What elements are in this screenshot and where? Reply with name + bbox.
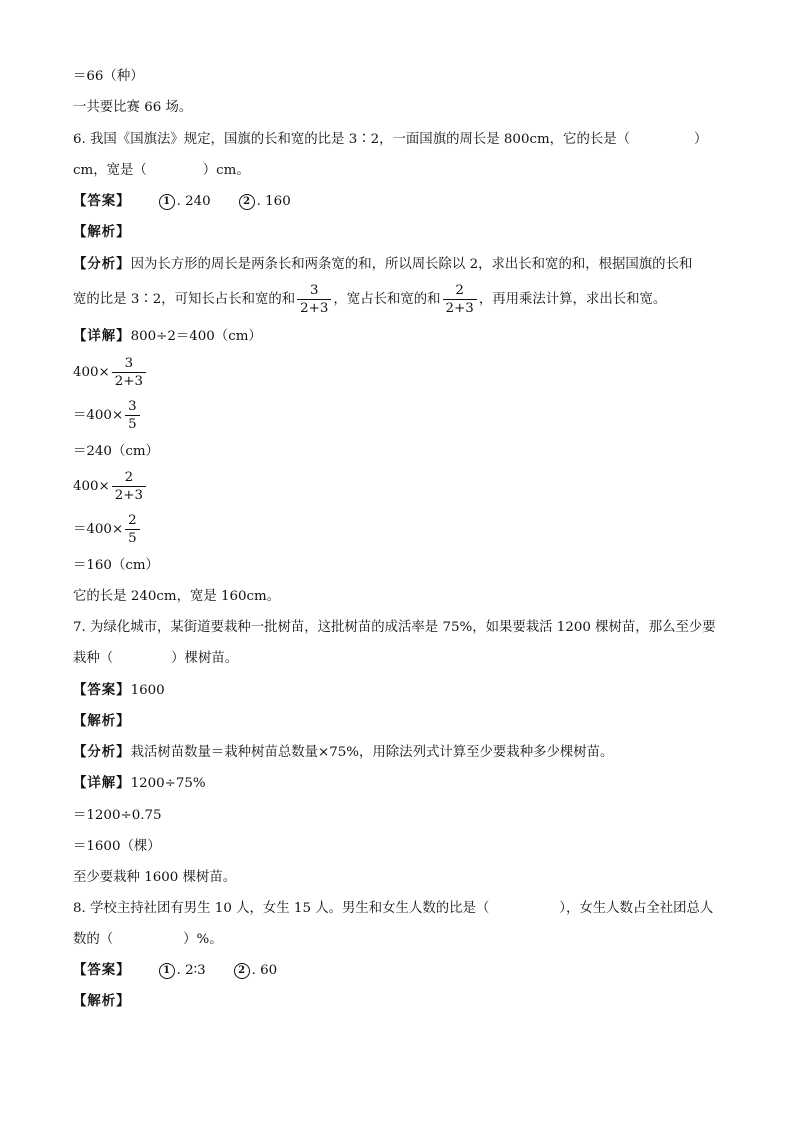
q7-stem-text2a: 栽种（ [73, 651, 114, 666]
q6-stem-line2 [73, 162, 250, 180]
q6-conclusion-text: 它的长是 240cm，宽是 160cm。 [73, 589, 281, 604]
step-prefix: ＝400× [73, 407, 124, 423]
q7-jiexi-line [73, 713, 131, 731]
step-fraction [112, 469, 146, 505]
fraction-2-over-2plus3 [443, 282, 477, 318]
q8-stem-text2a: 数的（ [73, 932, 114, 947]
conclusion-line [73, 99, 192, 117]
q6-fenxi-text2c: ，再用乘法计算，求出长和宽。 [478, 291, 667, 307]
calc-result-line [73, 68, 144, 86]
q6-conclusion [73, 588, 280, 606]
q8-stem-text1b: ），女生人数占全社团总人 [559, 901, 714, 916]
q7-step1 [73, 807, 162, 825]
fraction-denominator: 5 [125, 415, 140, 434]
fraction-numerator: 2 [455, 282, 464, 298]
step-text: ＝240（cm） [73, 444, 159, 459]
q8-answer-2: . 60 [251, 963, 278, 978]
q6-fenxi-line1 [73, 256, 692, 274]
fraction-denominator: 2+3 [112, 486, 146, 505]
q8-answer-tag: 【答案】 [73, 963, 131, 978]
q6-xiangjie-text: 800÷2＝400（cm） [130, 329, 262, 344]
fraction-denominator: 2+3 [443, 299, 477, 318]
q7-answer: 1600 [130, 683, 165, 698]
q7-step2 [73, 838, 161, 856]
q6-stem-line1 [73, 131, 707, 149]
q7-answer-tag: 【答案】 [73, 683, 131, 698]
q6-stem-text2a: cm，宽是（ [73, 163, 147, 178]
fraction-denominator: 2+3 [297, 299, 331, 318]
fraction-numerator: 3 [124, 355, 134, 371]
fraction-3-over-2plus3 [297, 282, 331, 318]
fraction-numerator: 3 [310, 282, 319, 298]
q7-stem-line2 [73, 650, 238, 668]
circled-one-icon: 1 [159, 963, 175, 979]
q6-answer-1: . 240 [176, 194, 211, 209]
step-fraction [125, 398, 140, 434]
q8-answer-line [73, 962, 277, 980]
q7-answer-line [73, 682, 165, 700]
fraction-denominator: 5 [125, 529, 140, 548]
step-text: ＝1200÷0.75 [73, 808, 162, 823]
q7-conclusion [73, 869, 236, 887]
q6-step3 [73, 443, 159, 461]
q8-stem-text1a: 8. 学校主持社团有男生 10 人，女生 15 人。男生和女生人数的比是（ [73, 901, 490, 916]
step-text: ＝160（cm） [73, 558, 159, 573]
calc-result-text: ＝66（种） [73, 69, 144, 84]
q6-step4 [73, 468, 148, 506]
q6-stem-text2b: ）cm。 [202, 163, 250, 178]
q8-stem-text2b: ）%。 [183, 932, 223, 947]
step-prefix: ＝400× [73, 521, 124, 537]
fraction-denominator: 2+3 [112, 372, 146, 391]
q7-jiexi-tag: 【解析】 [73, 714, 131, 729]
q6-xiangjie-line [73, 328, 262, 346]
fraction-numerator: 2 [124, 469, 134, 485]
step-text: ＝1600（棵） [73, 839, 161, 854]
q7-fenxi-text: 栽活树苗数量＝栽种树苗总数量×75%，用除法列式计算至少要栽种多少棵树苗。 [130, 745, 614, 760]
q7-xiangjie-line [73, 775, 206, 793]
q6-fenxi-line2 [73, 280, 666, 320]
fraction-numerator: 2 [128, 512, 137, 528]
q6-xiangjie-tag: 【详解】 [73, 329, 131, 344]
q7-fenxi-line [73, 744, 613, 762]
q6-step2 [73, 397, 142, 435]
step-fraction [125, 512, 140, 548]
q6-fenxi-text1: 因为长方形的周长是两条长和两条宽的和，所以周长除以 2，求出长和宽的和，根据国旗的长和 [130, 257, 693, 272]
q6-step1 [73, 354, 148, 392]
q6-step6 [73, 557, 159, 575]
q8-answer-1: . 2∶3 [176, 963, 206, 978]
q6-jiexi-line [73, 224, 131, 242]
q6-stem-text1-end: ） [694, 132, 708, 147]
q7-xiangjie-tag: 【详解】 [73, 776, 131, 791]
q6-step5 [73, 511, 142, 549]
q6-answer-tag: 【答案】 [73, 194, 131, 209]
q8-jiexi-tag: 【解析】 [73, 994, 131, 1009]
fraction-numerator: 3 [128, 398, 137, 414]
q7-stem-text2b: ）棵树苗。 [171, 651, 239, 666]
q8-jiexi-line [73, 993, 131, 1011]
conclusion-text: 一共要比赛 66 场。 [73, 100, 193, 115]
q6-fenxi-text2a: 宽的比是 3∶2，可知长占长和宽的和 [73, 291, 296, 307]
q6-jiexi-tag: 【解析】 [73, 225, 131, 240]
step-prefix: 400× [73, 478, 110, 494]
q7-conclusion-text: 至少要栽种 1600 棵树苗。 [73, 870, 237, 885]
q8-stem-line1 [73, 900, 713, 918]
circled-two-icon: 2 [239, 194, 255, 210]
q7-xiangjie-text: 1200÷75% [130, 776, 206, 791]
q7-stem-line1 [73, 619, 716, 637]
step-prefix: 400× [73, 364, 110, 380]
circled-one-icon: 1 [159, 194, 175, 210]
q6-fenxi-tag: 【分析】 [73, 257, 131, 272]
q6-stem-text1: 6. 我国《国旗法》规定，国旗的长和宽的比是 3∶2，一面国旗的周长是 800cm，它的长是（ [73, 132, 631, 147]
q8-stem-line2 [73, 931, 223, 949]
circled-two-icon: 2 [234, 963, 250, 979]
q6-answer-2: . 160 [256, 194, 291, 209]
q6-answer-line [73, 193, 291, 211]
q6-fenxi-text2b: ，宽占长和宽的和 [333, 291, 441, 307]
q7-stem-text1: 7. 为绿化城市，某街道要栽种一批树苗，这批树苗的成活率是 75%，如果要栽活 1200 棵树苗，那么至少要 [73, 620, 716, 635]
q7-fenxi-tag: 【分析】 [73, 745, 131, 760]
step-fraction [112, 355, 146, 391]
